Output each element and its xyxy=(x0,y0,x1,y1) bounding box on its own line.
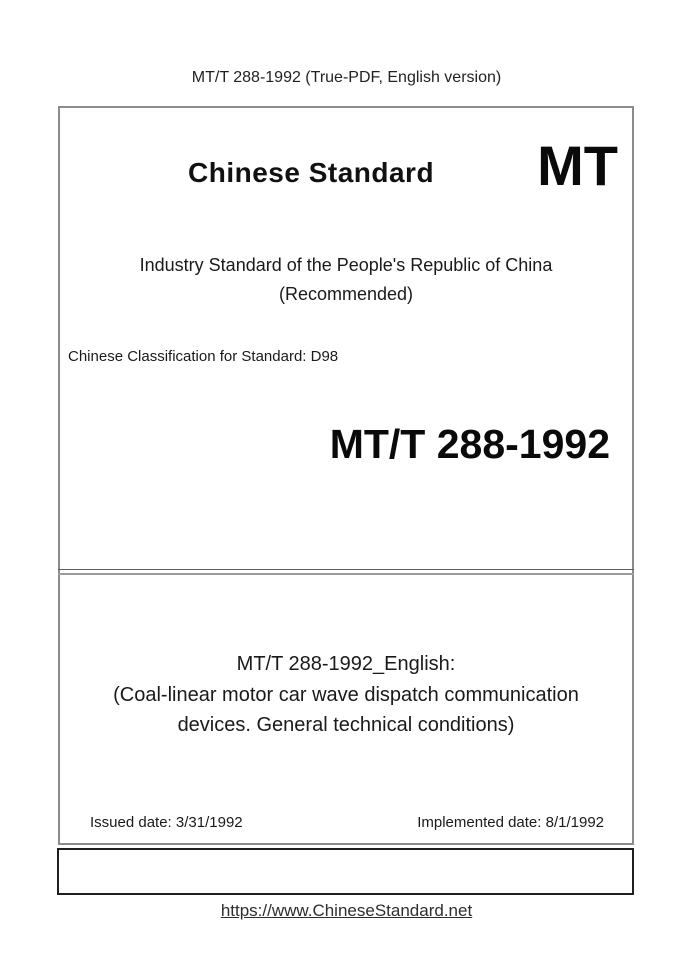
standard-code: MT/T 288-1992 xyxy=(329,421,610,467)
classification-line: Chinese Classification for Standard: D98 xyxy=(68,348,339,365)
standard-prefix: MT xyxy=(537,134,618,197)
implemented-date: Implemented date: 8/1/1992 xyxy=(417,814,604,831)
divider-thick-line xyxy=(58,573,634,575)
brand-title: Chinese Standard xyxy=(188,157,435,188)
divider-thin-line xyxy=(58,569,634,570)
org-statement-line-1: Industry Standard of the People's Republic of China xyxy=(139,255,553,275)
english-title-line-1: MT/T 288-1992_English: xyxy=(236,653,456,675)
document-header: MT/T 288-1992 (True-PDF, English version) xyxy=(191,69,502,86)
english-title-block xyxy=(60,649,632,741)
cover-box xyxy=(58,106,634,845)
org-statement xyxy=(60,251,632,308)
issued-date: Issued date: 3/31/1992 xyxy=(90,814,243,831)
footer-url-link[interactable]: https://www.ChineseStandard.net xyxy=(220,901,473,920)
english-title-line-2: (Coal-linear motor car wave dispatch communication xyxy=(113,683,579,706)
dates-row xyxy=(60,814,632,831)
org-statement-line-2: (Recommended) xyxy=(278,283,414,304)
bottom-empty-box xyxy=(57,848,634,895)
section-divider xyxy=(58,569,634,575)
english-title-line-3: devices. General technical conditions) xyxy=(177,714,515,736)
